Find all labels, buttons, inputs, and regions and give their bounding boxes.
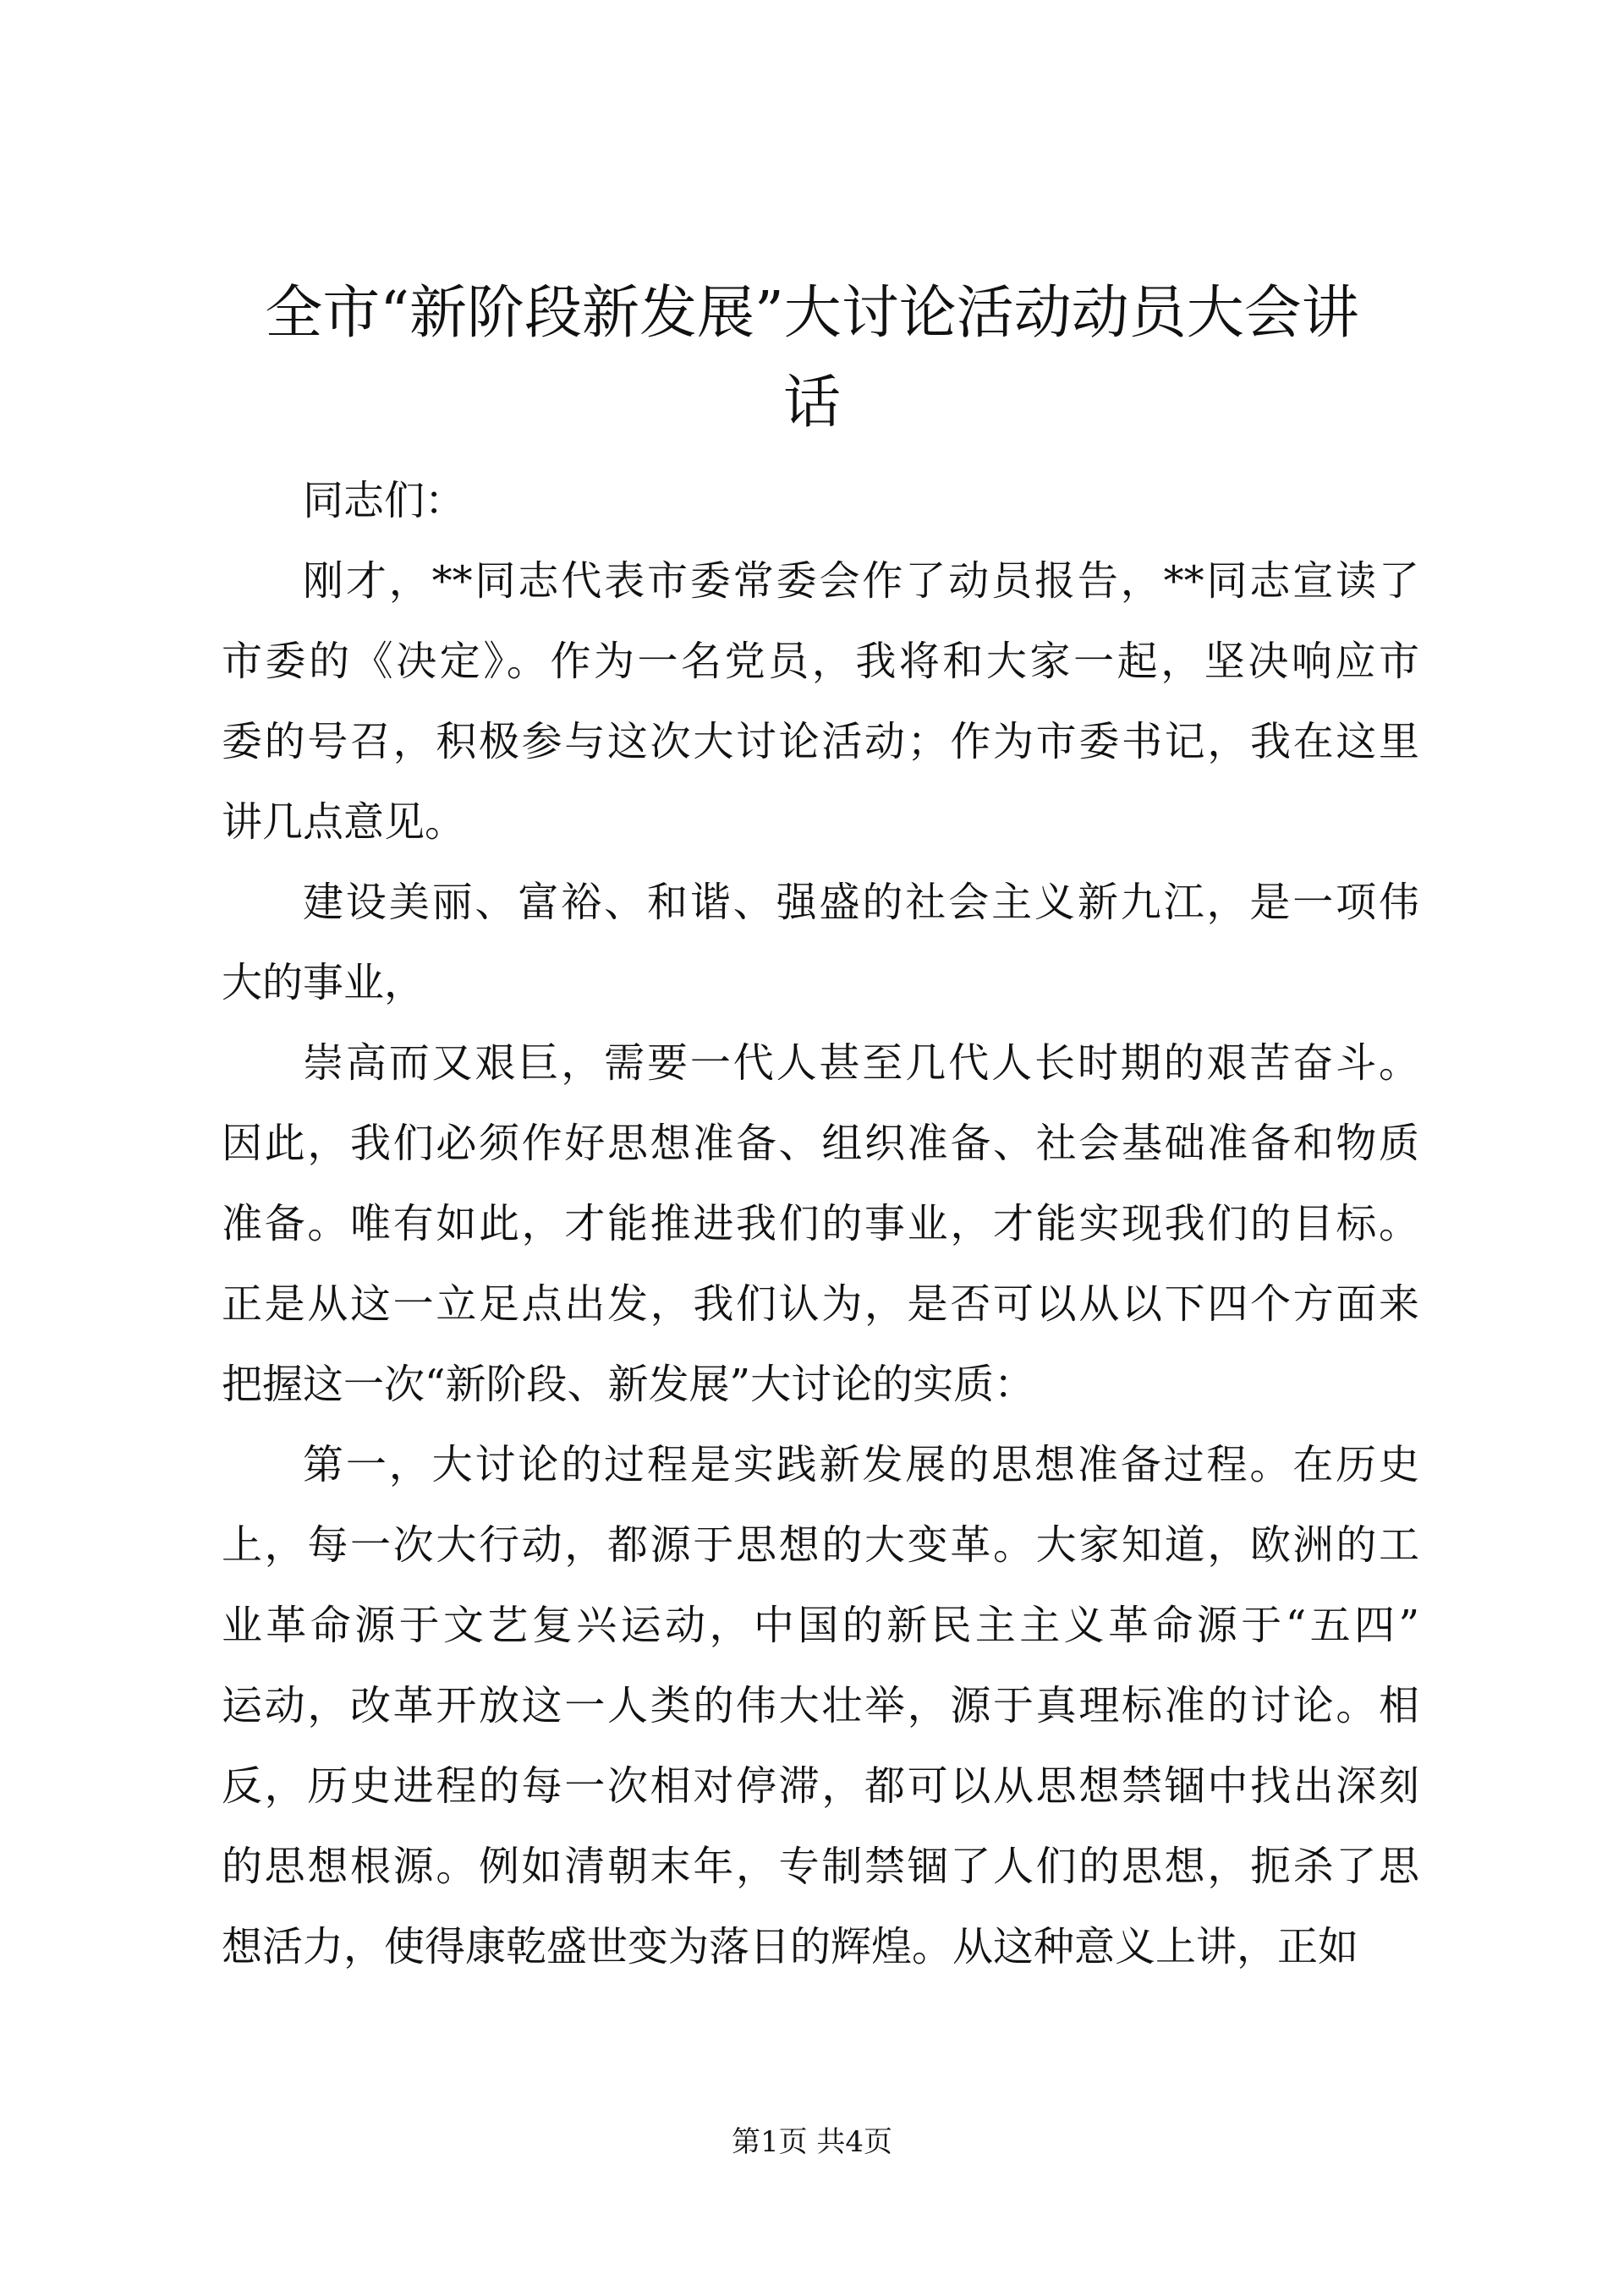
text-line: 第一，大讨论的过程是实践新发展的思想准备过程。在历史 bbox=[303, 1441, 1419, 1488]
page-footer: 第1页 共4页 bbox=[731, 2125, 893, 2159]
paragraph bbox=[222, 1023, 1419, 1425]
paragraph bbox=[222, 461, 1419, 541]
paragraph bbox=[222, 541, 1419, 863]
text-line: 大的事业， bbox=[222, 959, 425, 1006]
text-line: 市委的《决定》。作为一名党员，我将和大家一起，坚决响应市 bbox=[222, 638, 1419, 685]
text-line: 业革命源于文艺复兴运动，中国的新民主主义革命源于“五四” bbox=[222, 1602, 1419, 1649]
text-line: 同志们： bbox=[303, 477, 466, 524]
text-line: 把握这一次“新阶段、新发展”大讨论的实质： bbox=[222, 1361, 1035, 1408]
paragraph bbox=[222, 863, 1419, 1023]
text-line: 的思想根源。例如清朝末年，专制禁锢了人们的思想，扼杀了思 bbox=[222, 1843, 1419, 1890]
title-line-2: 话 bbox=[782, 370, 841, 436]
title-line-1: 全市“新阶段新发展”大讨论活动动员大会讲 bbox=[265, 280, 1359, 347]
document-title bbox=[203, 269, 1421, 448]
text-line: 正是从这一立足点出发，我们认为，是否可以从以下四个方面来 bbox=[222, 1280, 1419, 1328]
text-line: 准备。唯有如此，才能推进我们的事业，才能实现我们的目标。 bbox=[222, 1200, 1419, 1247]
text-line: 想活力，使得康乾盛世变为落日的辉煌。从这种意义上讲，正如 bbox=[222, 1923, 1359, 1970]
text-line: 上，每一次大行动，都源于思想的大变革。大家知道，欧洲的工 bbox=[222, 1521, 1419, 1569]
text-line: 因此，我们必须作好思想准备、组织准备、社会基础准备和物质 bbox=[222, 1120, 1419, 1167]
text-line: 运动，改革开放这一人类的伟大壮举，源于真理标准的讨论。相 bbox=[222, 1682, 1419, 1729]
text-line: 崇高而又艰巨，需要一代人甚至几代人长时期的艰苦奋斗。 bbox=[303, 1039, 1419, 1087]
text-line: 建设美丽、富裕、和谐、强盛的社会主义新九江，是一项伟 bbox=[303, 879, 1419, 926]
paragraph bbox=[222, 1425, 1419, 1987]
text-line: 讲几点意见。 bbox=[222, 798, 466, 846]
text-line: 反，历史进程的每一次相对停滞，都可以从思想禁锢中找出深刻 bbox=[222, 1762, 1419, 1810]
text-line: 刚才，**同志代表市委常委会作了动员报告，**同志宣读了 bbox=[303, 557, 1419, 605]
text-line: 委的号召，积极参与这次大讨论活动；作为市委书记，我在这里 bbox=[222, 718, 1419, 765]
document-body bbox=[222, 461, 1419, 1987]
